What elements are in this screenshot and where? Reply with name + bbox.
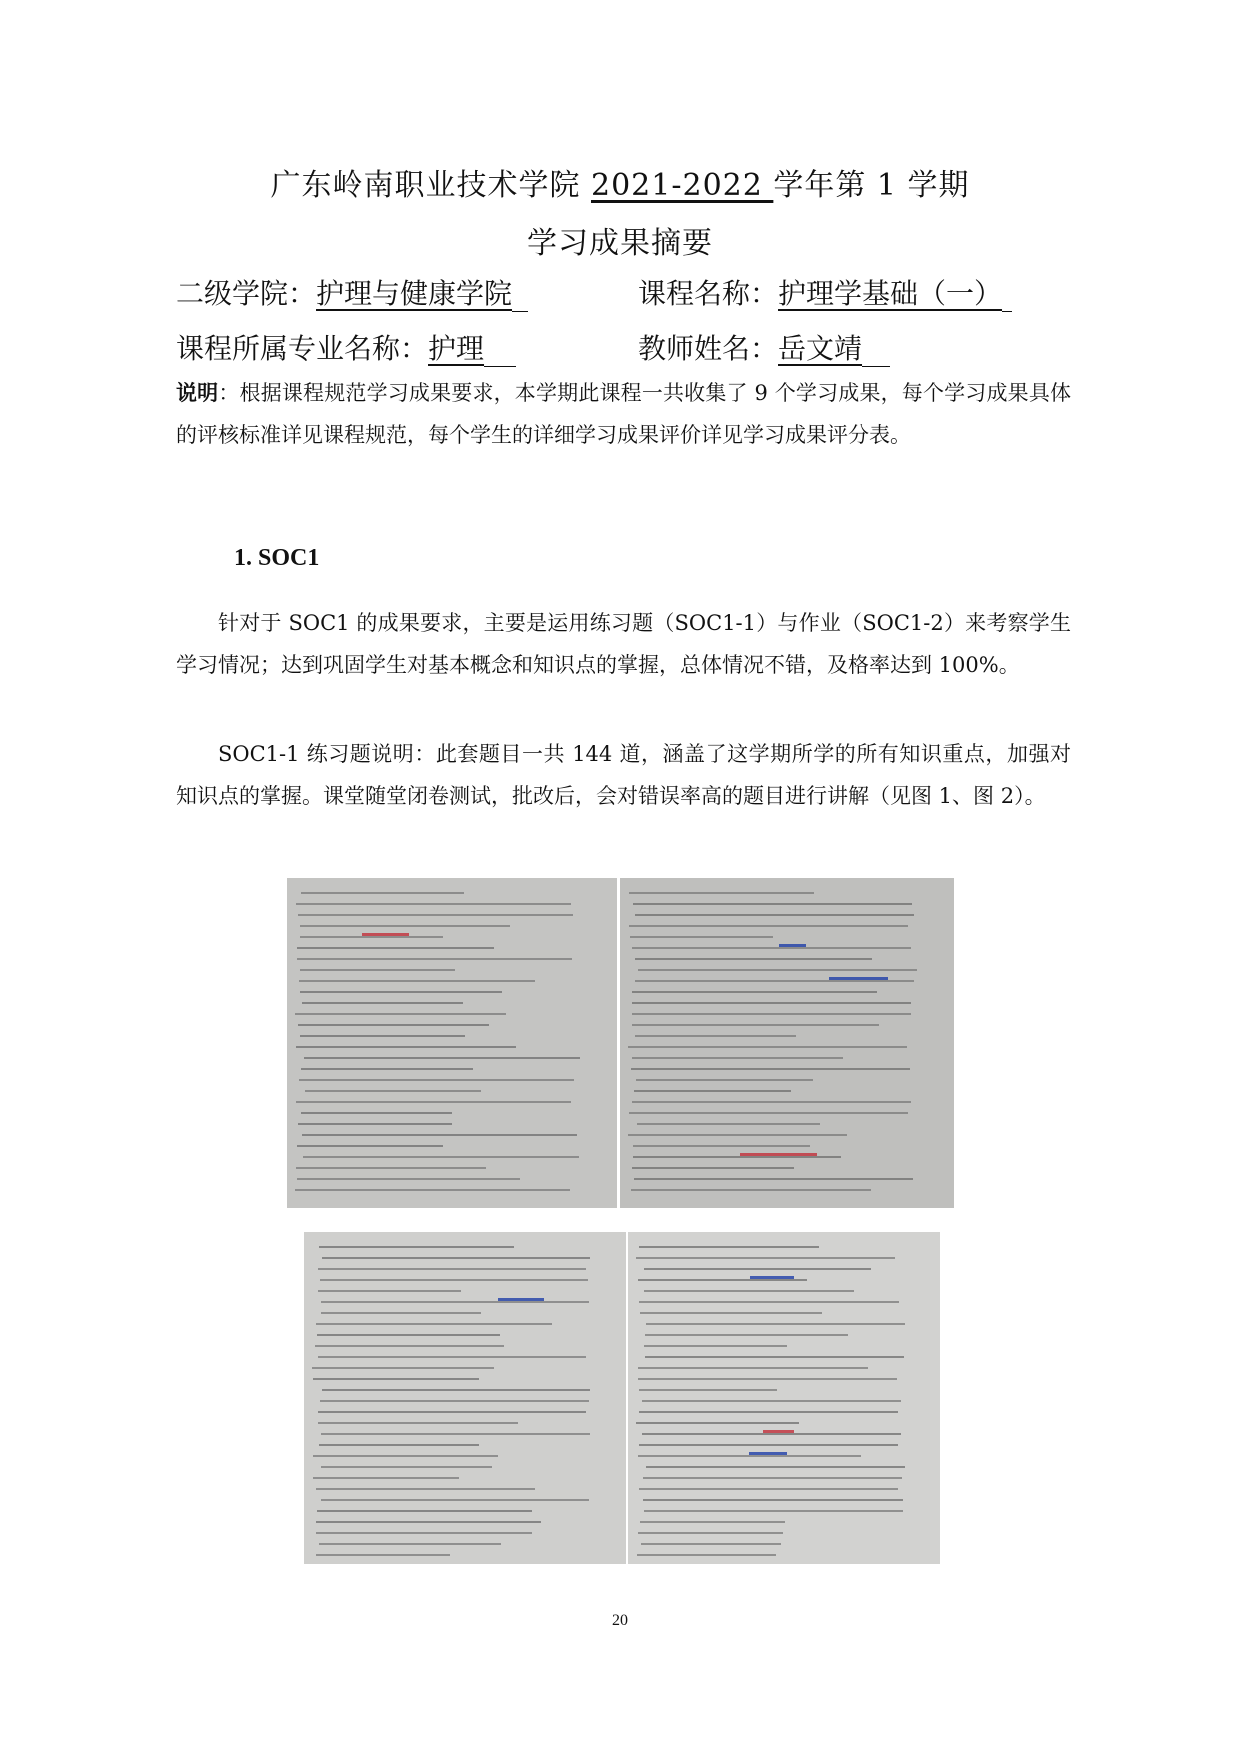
photo-sheet-lines [628,1232,940,1564]
sheet-text-line [629,1112,908,1114]
sheet-text-line [637,1554,776,1556]
sheet-text-line [642,1400,901,1402]
sheet-text-line [295,1189,570,1191]
sheet-text-line [632,1024,879,1026]
college-label: 二级学院： [176,277,317,310]
course-field [638,272,1012,312]
sheet-text-line [320,1400,588,1402]
college-field [176,272,528,312]
soc1-paragraph-2: SOC1-1 练习题说明：此套题目一共 144 道，涵盖了这学期所学的所有知识重点，加强对知识点的掌握。课堂随堂闭卷测试，批改后，会对错误率高的题目进行讲解（见图 1、图 2）。 [176,742,1071,808]
section-heading-soc1: 1. SOC1 [234,545,320,571]
sheet-text-line [321,1312,481,1314]
sheet-text-line [318,1356,586,1358]
sheet-text-line [644,1290,854,1292]
sheet-text-line [635,958,873,960]
sheet-text-line [322,1389,590,1391]
major-label: 课程所属专业名称： [176,332,429,365]
sheet-text-line [297,1178,519,1180]
sheet-text-line [317,1334,499,1336]
sheet-text-line [632,947,911,949]
sheet-text-line [633,903,912,905]
sheet-text-line [303,1156,578,1158]
sheet-text-line [632,1167,794,1169]
sheet-text-line [301,1068,473,1070]
sheet-text-line [632,1057,843,1059]
sheet-text-line [639,1246,819,1248]
sheet-text-line [642,1433,901,1435]
sheet-text-line [635,1035,796,1037]
sheet-text-line [639,1488,898,1490]
sheet-text-line [634,1090,791,1092]
sheet-text-line [643,1499,902,1501]
sheet-text-line [635,980,914,982]
sheet-text-line [644,1345,787,1347]
sheet-text-line [638,1378,897,1380]
sheet-text-line [322,1257,590,1259]
sheet-text-line [316,1323,552,1325]
sheet-text-line [629,925,908,927]
intro-label: 说明 [176,380,219,405]
underline-pad [484,336,516,367]
course-value: 护理学基础（一） [778,277,1003,310]
sheet-text-line [638,1455,861,1457]
sheet-text-line [633,1145,810,1147]
sheet-text-line [296,903,571,905]
soc1-paragraph-1: 针对于 SOC1 的成果要求，主要是运用练习题（SOC1-1）与作业（SOC1-2）来考察学生学习情况；达到巩固学生对基本概念和知识点的掌握，总体情况不错，及格率达到 100%。 [176,611,1071,677]
sheet-text-line [643,1477,902,1479]
sheet-text-line [637,1123,820,1125]
photo-sheet-lines [304,1232,626,1564]
intro-text: ：根据课程规范学习成果要求，本学期此课程一共收集了 9 个学习成果，每个学习成果具体的评核标准详见课程规范，每个学生的详细学习成果评价详见学习成果评分表。 [176,381,1072,447]
photo-sheet-lines [287,878,617,1208]
sheet-text-line [321,1499,589,1501]
exercise-photo-1 [287,878,617,1208]
title-prefix: 广东岭南职业技术学院 [270,168,591,203]
handwritten-mark [740,1153,817,1156]
sheet-text-line [628,1134,847,1136]
sheet-text-line [645,1356,904,1358]
sheet-text-line [319,1444,479,1446]
sheet-text-line [638,1532,783,1534]
sheet-text-line [636,1079,813,1081]
sheet-text-line [313,1378,479,1380]
sheet-text-line [636,1257,895,1259]
sheet-text-line [633,1156,841,1158]
underline-pad [862,336,890,367]
document-title [0,160,1240,204]
handwritten-mark [749,1452,788,1455]
sheet-text-line [297,958,572,960]
sheet-text-line [299,1079,574,1081]
sheet-text-line [628,1046,907,1048]
sheet-text-line [304,1057,579,1059]
sheet-text-line [631,1189,870,1191]
sheet-text-line [299,980,536,982]
sheet-text-line [639,1444,898,1446]
sheet-text-line [316,1554,450,1556]
sheet-text-line [639,1301,898,1303]
sheet-text-line [638,1367,868,1369]
sheet-text-line [638,969,917,971]
sheet-text-line [316,1532,531,1534]
sheet-text-line [321,1301,589,1303]
teacher-field [638,327,890,367]
sheet-text-line [298,914,573,916]
sheet-text-line [321,1433,589,1435]
sheet-text-line [636,1422,798,1424]
sheet-text-line [632,1101,911,1103]
sheet-text-line [317,1510,533,1512]
sheet-text-line [319,1543,500,1545]
sheet-text-line [305,1090,481,1092]
sheet-text-line [644,1268,871,1270]
course-label: 课程名称： [638,277,779,310]
sheet-text-line [302,1134,577,1136]
sheet-text-line [297,947,494,949]
sheet-text-line [296,1046,516,1048]
college-value: 护理与健康学院 [316,277,513,310]
teacher-value: 岳文靖 [778,332,863,365]
sheet-text-line [300,925,510,927]
underline-pad [512,281,528,312]
teacher-label: 教师姓名： [638,332,779,365]
sheet-text-line [640,1312,822,1314]
sheet-text-line [632,1013,911,1015]
sheet-text-line [629,892,813,894]
sheet-text-line [319,1246,514,1248]
sheet-text-line [301,892,465,894]
sheet-text-line [645,1334,847,1336]
sheet-text-line [302,1002,464,1004]
exercise-photo-3 [304,1232,626,1564]
sheet-text-line [300,1035,466,1037]
exercise-photo-2 [620,878,954,1208]
underline-pad [1002,281,1012,312]
handwritten-mark [829,977,887,980]
sheet-text-line [634,1178,913,1180]
sheet-text-line [312,1367,494,1369]
sheet-text-line [318,1290,461,1292]
sheet-text-line [632,1002,911,1004]
page-number: 20 [612,1612,628,1629]
sheet-text-line [630,936,773,938]
major-field [176,327,516,367]
document-subtitle: 学习成果摘要 [527,226,713,261]
handwritten-mark [750,1276,795,1279]
sheet-text-line [635,914,914,916]
handwritten-mark [779,944,806,947]
sheet-text-line [639,1411,898,1413]
handwritten-mark [362,933,409,936]
title-suffix: 学年第 1 学期 [773,168,970,203]
sheet-text-line [646,1323,905,1325]
sheet-text-line [296,1167,486,1169]
sheet-text-line [298,1024,489,1026]
sheet-text-line [318,1268,586,1270]
sheet-text-line [298,1123,452,1125]
sheet-text-line [631,1068,910,1070]
sheet-text-line [315,1345,504,1347]
sheet-text-line [632,991,877,993]
sheet-text-line [316,1521,540,1523]
exercise-photo-4 [628,1232,940,1564]
sheet-text-line [641,1543,781,1545]
major-value: 护理 [428,332,485,365]
sheet-text-line [646,1466,905,1468]
handwritten-mark [763,1430,794,1433]
photo-sheet-lines [620,878,954,1208]
sheet-text-line [639,1389,778,1391]
intro-paragraph [176,372,1071,456]
sheet-text-line [300,969,454,971]
sheet-text-line [295,1013,506,1015]
sheet-text-line [640,1521,785,1523]
sheet-text-line [318,1411,586,1413]
sheet-text-line [300,991,502,993]
handwritten-mark [498,1298,544,1301]
sheet-text-line [297,1145,443,1147]
sheet-text-line [313,1477,459,1479]
sheet-text-line [301,1112,452,1114]
sheet-text-line [638,1279,807,1281]
sheet-text-line [296,1101,571,1103]
sheet-text-line [320,1279,588,1281]
title-year: 2021-2022 [591,168,774,203]
sheet-text-line [316,1488,535,1490]
sheet-text-line [313,1455,499,1457]
sheet-text-line [644,1510,903,1512]
sheet-text-line [300,936,443,938]
sheet-text-line [321,1466,492,1468]
sheet-text-line [318,1422,518,1424]
